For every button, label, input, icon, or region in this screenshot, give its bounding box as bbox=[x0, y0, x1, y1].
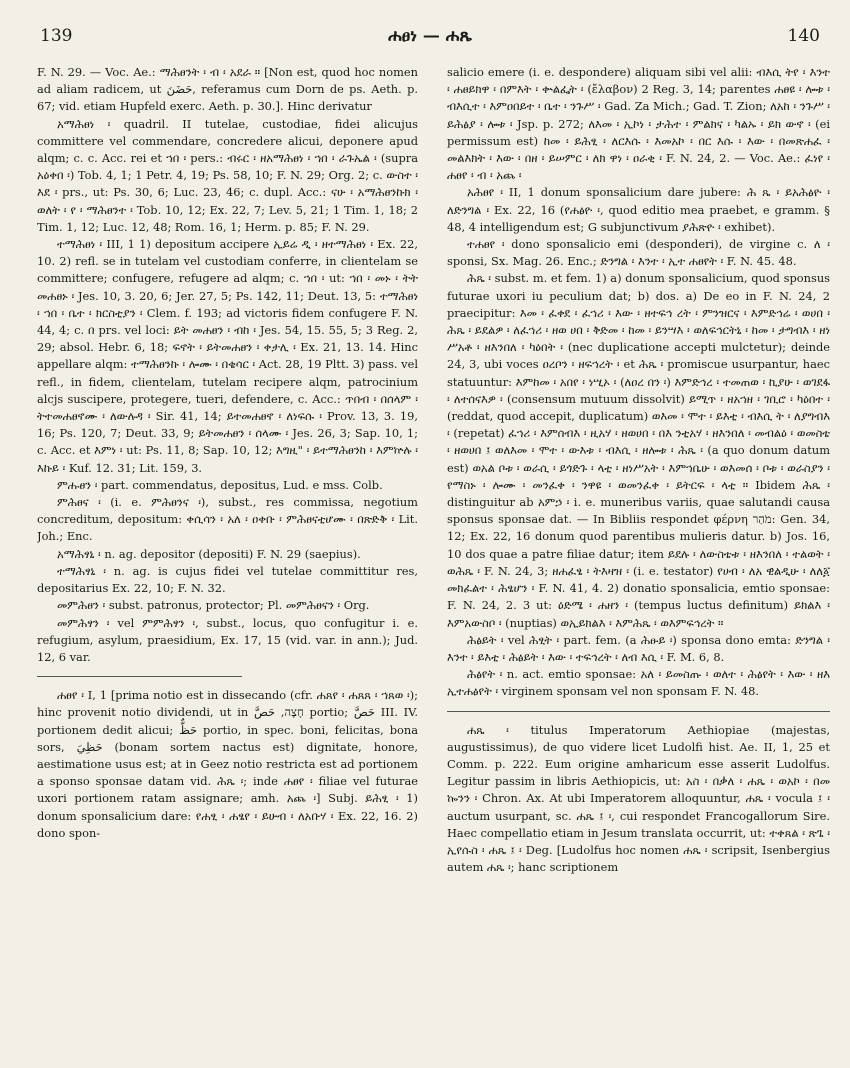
entry-amahzani: አማሕፃኒ ፡ n. ag. depositor (depositi) F. N. 29 (saepius). bbox=[57, 546, 361, 561]
entry-memhezan: መምሕፃን ፡ vel ምምሕፃን ፡, subst., locus, quo confugitur i. e. refugium, asylum, praesidium, Ex. 17, 15 (vid. var. in ann.); Jud. 12, 6 var. bbox=[37, 615, 418, 664]
section-divider bbox=[37, 676, 242, 677]
entry-memhezen: መምሕፀን ፡ subst. patronus, protector; Pl. መምሕፀናን ፡ Org. bbox=[57, 598, 370, 613]
entry-hazaya: ሐፀየ ፡ I, 1 [prima notio est in dissecando (cfr. ሐጸየ ፡ ሐጸጸ ፡ ኀጸወ ፡); hinc provenit notio dividendi, ut in חָצָה, حَصَّ portio; حَصَّ III. IV. portionem dedit alicui; حَظٌّ portio, in spec. boni, felicitas, bona sors, حَظِيَ (bonam sortem nactus est) dignitate, honore, aestimatione usus est; at in Geez notio restricta est ad portionem a sponso sponsae datam vid. ሕጼ ፡; inde ሐፀየ ፡ filiae vel futurae uxori portionem ratam assignare; amh. አጨ ፡] Subj. ይሕፂ ፡ 1) donum sponsalicium dare: የሐፂ ፡ ሐፄየ ፡ ይሁብ ፡ ለአቡሃ ፡ Ex. 22, 16. 2) dono spon- bbox=[37, 688, 418, 840]
entry-amaheyane: አማሕፀነ ፡ quadril. II tutelae, custodiae, fidei alicujus committere vel commendare, concredere alicui, deponere apud alqm; c. c. Acc. rei et ኀበ ፡ pers.: ብሩር ፡ ዘአማሕፀነ ፡ ኀበ ፡ ራጉኤል ፡ (supra አዕቀበ ፡) Tob. 4, 1; 1 Petr. 4, 19; Ps. 58, 10; F. N. 29; Org. 2; c. ውስተ ፡ እደ ፡ prs., ut: Ps. 30, 6; Luc. 23, 46; c. dupl. Acc.: ናሁ ፡ አማሕፀንኩክ ፡ ወለት ፡ የ ፡ ማሕፀንተ ፡ Tob. 10, 12; Ex. 22, 7; Lev. 5, 21; 1 Tim. 1, 18; 2 Tim. 1, 12; Luc. 12, 48; Rom. 16, 1; Herm. p. 85; F. N. 29. bbox=[37, 116, 418, 234]
entry-muhuzen: ምሑፀን ፡ part. commendatus, depositus, Lud. e mss. Colb. bbox=[57, 477, 383, 492]
entry-tahazya: ተሐፀየ ፡ dono sponsalicio emi (desponderi), de virgine c. ለ ፡ sponsi, Sx. Mag. 26. Enc.; ድንግል ፡ እንተ ፡ ኢተ ሐፀየት ፡ F. N. 45. 48. bbox=[447, 237, 830, 269]
entry-continuation: salicio emere (i. e. despondere) aliquam sibi vel alii: ብእሲ ትየ ፡ እንተ ፡ ሐፀይክዋ ፡ በምእት ፡ ቍልፌት ፡ (ἔλαβον) 2 Reg. 3, 14; parentes ሐፀዩ ፡ ሎቱ ፡ ብእሲተ ፡ እምዐበይተ ፡ ቤተ ፡ ንጉሥ ፡ Gad. Za Mich.; Gad. T. Zion; ለአከ ፡ ንጉሥ ፡ ይሕፅያ ፡ ሎቱ ፡ Jsp. p. 272; ለእመ ፡ ኢኮነ ፡ ታሕተ ፡ ምልክና ፡ ካልኡ ፡ ይክ ውኖ ፡ (ei permissum est) ከመ ፡ ይሕፂ ፡ ለርእሱ ፡ እመአኮ ፡ በር እሱ ፡ እው ፡ በመጽሐፈ ፡ መልእክት ፡ እው ፡ በዘ ፡ ይሠምር ፡ ለክ ዋነ ፡ ዐራቂ ፡ F. N. 24, 2. — Voc. Ae.: ፈነየ ፡ ሐፀየ ፡ ብ ፡ አጨ ፡ bbox=[447, 65, 830, 183]
entry-hezyat: ሕፅየት ፡ n. act. emtio sponsae: አለ ፡ ይመስጡ ፡ ወለተ ፡ ሕፅየት ፡ እው ፡ ዘእ ኢተሐፅየት ፡ virginem sponsam vel non sponsam F. N. 48. bbox=[447, 667, 830, 699]
running-title: ሐፀነ — ሐጼ bbox=[388, 26, 472, 46]
entry-text: F. N. 29. — Voc. Ae.: ማሕፀንት ፡ ብ ፡ አደራ ። [Non est, quod hoc nomen ad aliam radicem, ut حَضَنَ, referamus cum Dorn de ps. Aeth. p. 67; vid. etiam Hupfeld exerc. Aeth. p. 30.]. Hinc derivatur bbox=[37, 65, 418, 114]
entry-hatse: ሐጼ ፡ titulus Imperatorum Aethiopiae (majestas, augustissimus), de quo videre licet Ludolfi hist. Ae. II, 1, 25 et Comm. p. 222. Eum origine amharicum esse asserit Ludolfus. Legitur passim in libris Aethiopicis, ut: አስ ፡ በቃለ ፡ ሐጼ ፡ ወአኮ ፡ በመ ኰንን ፡ Chron. Ax. At ubi Imperatorem alloquuntur, ሐጼ ፡ vocula ፤ ፡ auctum usurpant, sc. ሐጼ ፤ ፡, cui respondet Francogallorum Sire. Haec compellatio etiam in Jesum translata occurrit, ut: ተቀጸል ፡ ጽጌ ፡ ኢየሱስ ፡ ሐጼ ፤ ፡ Deg. [Ludolfus hoc nomen ሐጼ ፡ scripsit, Isenbergius autem ሐጼ ፡; hanc scriptionem bbox=[447, 722, 830, 875]
page-number-right: 140 bbox=[787, 26, 820, 46]
entry-hezit: ሕፅይት ፡ vel ሕፂት ፡ part. fem. (a ሕፁይ ፡) sponsa dono emta: ድንግል ፡ እንተ ፡ ይእቲ ፡ ሕፅይት ፡ እው ፡ ተፍኅረት ፡ ለብ እሲ ፡ F. M. 6, 8. bbox=[447, 632, 830, 664]
entry-ahzaya: አሕፀየ ፡ II, 1 donum sponsalicium dare jubere: ሕ ጼ ፡ ይአሕፅዮ ፡ ለድንግል ፡ Ex. 22, 16 (የሐፅዮ ፡, quod editio mea praebet, e gramm. § 48, 4 intelligendum est; G subjunctivum ያሕጽዮ ፡ exhibet). bbox=[447, 185, 830, 234]
page-header bbox=[40, 26, 820, 54]
entry-tamahzani: ተማሕፃኒ ፡ n. ag. is cujus fidei vel tutelae committitur res, depositarius Ex. 22, 10; F. N. 32. bbox=[37, 563, 418, 596]
entry-tamaheyane: ተማሕፀነ ፡ III, 1 1) depositum accipere ኢይሬ ዲ ፡ ዘተማሕፀነ ፡ Ex. 22, 10. 2) refl. se in tutelam vel custodiam conferre, in clientelam se committere; confugere, refugere ad alqm; c. ኀበ ፡ ut: ኀበ ፡ መኑ ፡ ትት መሐፀኑ ፡ Jes. 10, 3. 20, 6; Jer. 27, 5; Ps. 142, 11; Deut. 13, 5: ተማሕፀነ ፡ ኀበ ፡ ቤተ ፡ ክርስቲያን ፡ Clem. f. 193; ad victoris fidem confugere F. N. 44, 4; c. በ prs. vel loci: ይት መሐፀን ፡ ብከ ፡ Jes. 54, 15. 55, 5; 3 Reg. 2, 29; absol. Hebr. 6, 18; ፍኖት ፡ ይትመሐፀን ፡ ቀታሊ ፡ Ex. 21, 13. 14. Hinc appellare alqm: ተማሕፀንኩ ፡ ሎሙ ፡ በቄሳር ፡ Act. 28, 19 Pltt. 3) pass. vel refl., in fidem, clientelam, tutelam recipere alqm, patrocinium alcjs suscipere, protegere, tueri, defendere, c. Acc.: ጥበብ ፡ በሰላም ፡ ትተመሐፀኖሙ ፡ ለውሉዳ ፡ Sir. 41, 14; ይተመሐፀኖ ፡ ለነፍሱ ፡ Prov. 13, 3. 19, 16; Ps. 120, 7; Deut. 33, 9; ይትመሐፀን ፡ ሰላሙ ፡ Jes. 26, 3; Sap. 10, 1; c. Acc. et እምነ ፡ ut: Ps. 11, 8; Sap. 10, 12; እግዚ" ፡ ይተማሕፀንከ ፡ እምኵሉ ፡ እኩይ ፡ Kuf. 12. 31; Lit. 159, 3. bbox=[37, 237, 418, 475]
section-divider bbox=[447, 711, 830, 712]
right-column bbox=[447, 64, 830, 1054]
page-number-left: 139 bbox=[40, 26, 73, 46]
left-column bbox=[37, 64, 418, 1054]
entry-mehzena: ምሕፀና ፡ (i. e. ምሕፀንና ፡), subst., res commissa, negotium concreditum, depositum: ቀሲሳን ፡ አለ ፡ ዐቀቡ ፡ ምሕፀናቲሆሙ ፡ በጽድቅ ፡ Lit. Joh.; Enc. bbox=[37, 495, 418, 544]
entry-heze: ሕጼ ፡ subst. m. et fem. 1) a) donum sponsalicium, quod sponsus futurae uxori iu peculium dat; b) dos. a) De eo in F. N. 24, 2 praecipitur: እመ ፡ ፈቀደ ፡ ፈኀሪ ፡ እው ፡ ዘተፍኅ ረት ፡ ምንዝርና ፡ እምድኅሬ ፡ ወሀበ ፡ ሕጼ ፡ ይደልዎ ፡ ለፈኀሪ ፡ ዘወ ሀበ ፡ ቅድመ ፡ ከመ ፡ ይንሣእ ፡ ወለፍኅርትኒ ፡ ከመ ፡ ታግብእ ፡ ዘነ ሥአቶ ፡ ዘእንበለ ፡ ካዕበት ፡ (nec duplicatione accepti mulctetur); deinde 24, 3, ubi voces ዐረቦን ፡ ዘፍኀረት ፡ et ሕጼ ፡ promiscue usurpantur, haec statuuntur: እምከመ ፡ አበየ ፡ ነሢኦ ፡ (ለዐረ በን ፡) እምድኅረ ፡ ተመጠወ ፡ ኪያሁ ፡ ወገደፋ ፡ ለተሰናእዎ ፡ (consensum mutuum dissolvit) ይሚጥ ፡ ዘአኀዘ ፡ ገቢሮ ፡ ካዕበተ ፡ (reddat, quod accepit, duplicatum) ወእመ ፡ ሞተ ፡ ይእቲ ፡ ብእሲ ት ፡ ለያግብእ ፡ (repetat) ፈኀሪ ፡ እምሰብእ ፡ ዚአሃ ፡ ዘወሀበ ፡ በእ ንቲአሃ ፡ ዘእንበለ ፡ መብልዕ ፡ ወመስቴ ፡ ዘወሀበ ፤ ወለእመ ፡ ሞተ ፡ ውእቱ ፡ ብእሲ ፡ ዘሎቱ ፡ ሕጼ ፡ (a quo donum datum est) ወአል ቦቱ ፡ ወራሲ ፡ ይጎድጉ ፡ ላቲ ፡ ዘነሥአት ፡ እምኀቤሁ ፡ ወእመሰ ፡ ቦቱ ፡ ወራስያን ፡ የማስኑ ፡ ሎሙ ፡ መንፈቀ ፡ ንዋዩ ፡ ወመንፈቀ ፡ ይትርፍ ፡ ላቲ ። Ibidem ሕጼ ፡ distinguitur ab አምኃ ፡ i. e. muneribus variis, quae salutandi causa sponsus sponsae dat. — In Bibliis respondet φέρνη מֹהַר: Gen. 34, 12; Ex. 22, 16 donum quod parentibus mulieris datur. b) Jos. 16, 10 dos quae a patre filiae datur; item ይደሉ ፡ ለውስቴቱ ፡ ዘእንበለ ፡ ተልወት ፡ ወሕጼ ፡ F. N. 24, 3; ዘሐፈፄ ፡ ትእዛዝ ፡ (i. e. testator) የሀብ ፡ ለአ ዊልዲሁ ፡ ለለ፩ መክፈልተ ፡ ሕፄሆን ፡ F. N. 41, 4. 2) donatio sponsalicia, emtio sponsae: F. N. 24, 2. 3 ut: ዕድሜ ፡ ሐዘን ፡ (tempus luctus definitum) ይክልእ ፡ እምአውስቦ ፡ (nuptias) ወኢይክልእ ፡ እምሕጼ ፡ ወእምፍኅረት ። bbox=[447, 271, 830, 630]
